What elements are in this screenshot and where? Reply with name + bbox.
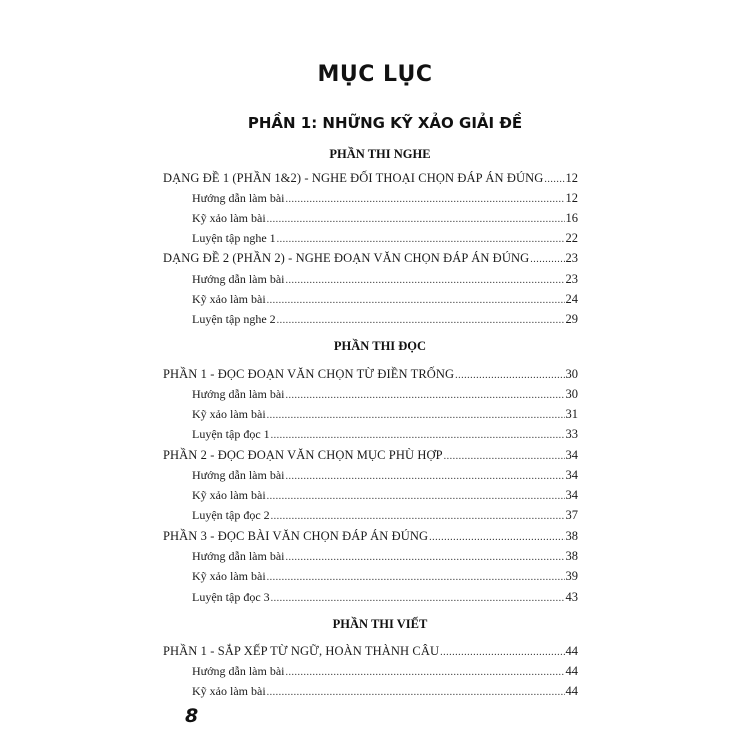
- toc-entry-label: Kỹ xảo làm bài: [192, 569, 266, 583]
- dot-leader: [267, 212, 565, 228]
- toc-entry-label: Kỹ xảo làm bài: [192, 488, 266, 502]
- toc-entry-label: Hướng dẫn làm bài: [192, 549, 285, 563]
- toc-entry-label: Luyện tập đọc 2: [192, 508, 270, 522]
- toc-entry-page: 23: [565, 251, 578, 265]
- dot-leader: [267, 570, 565, 586]
- toc-entry-page: 12: [565, 191, 578, 205]
- toc-entry-page: 44: [565, 684, 578, 698]
- dot-leader: [271, 591, 565, 607]
- toc-entry-page: 30: [565, 387, 578, 401]
- toc-entry-label: Hướng dẫn làm bài: [192, 468, 285, 482]
- dot-leader: [267, 685, 565, 701]
- toc-entry-label: PHẦN 1 - ĐỌC ĐOẠN VĂN CHỌN TỪ ĐIỀN TRỐNG: [163, 367, 455, 381]
- toc-entry[interactable]: [192, 210, 578, 228]
- toc-entry-page: 34: [565, 448, 578, 462]
- toc-entry[interactable]: [163, 528, 578, 546]
- section-heading-reading: PHẦN THI ĐỌC: [333, 339, 427, 353]
- dot-leader: [444, 449, 565, 465]
- dot-leader: [286, 665, 565, 681]
- dot-leader: [286, 273, 565, 289]
- toc-entry-page: 34: [565, 488, 578, 502]
- toc-entry[interactable]: [192, 663, 578, 681]
- page-title: MỤC LỤC: [317, 62, 433, 87]
- toc-entry[interactable]: [192, 190, 578, 208]
- toc-entry-label: DẠNG ĐỀ 1 (PHẦN 1&2) - NGHE ĐỐI THOẠI CHỌN ĐÁP ÁN ĐÚNG: [163, 171, 544, 185]
- toc-entry-label: Luyện tập nghe 2: [192, 312, 276, 326]
- dot-leader: [544, 172, 564, 188]
- toc-entry-label: Kỹ xảo làm bài: [192, 292, 266, 306]
- toc-entry-page: 38: [565, 549, 578, 563]
- toc-entry-page: 22: [565, 231, 578, 245]
- toc-entry[interactable]: [192, 548, 578, 566]
- toc-entry[interactable]: [192, 507, 578, 525]
- toc-entry[interactable]: [192, 683, 578, 701]
- toc-entry[interactable]: [192, 568, 578, 586]
- dot-leader: [286, 469, 565, 485]
- toc-entry-label: PHẦN 2 - ĐỌC ĐOẠN VĂN CHỌN MỤC PHÙ HỢP: [163, 448, 443, 462]
- toc-entry-page: 16: [565, 211, 578, 225]
- toc-entry[interactable]: [192, 291, 578, 309]
- toc-entry[interactable]: [192, 467, 578, 485]
- page-number: 8: [185, 705, 199, 727]
- toc-entry-label: Hướng dẫn làm bài: [192, 664, 285, 678]
- toc-entry-label: Luyện tập nghe 1: [192, 231, 276, 245]
- toc-entry[interactable]: [163, 447, 578, 465]
- toc-entry-label: Hướng dẫn làm bài: [192, 191, 285, 205]
- toc-entry-page: 30: [565, 367, 578, 381]
- toc-entry-label: Kỹ xảo làm bài: [192, 684, 266, 698]
- toc-entry-page: 39: [565, 569, 578, 583]
- toc-entry-page: 38: [565, 529, 578, 543]
- dot-leader: [286, 388, 565, 404]
- toc-entry[interactable]: [192, 426, 578, 444]
- toc-entry[interactable]: [163, 643, 578, 661]
- toc-entry[interactable]: [163, 250, 578, 268]
- dot-leader: [277, 232, 565, 248]
- toc-entry-page: 37: [565, 508, 578, 522]
- toc-entry[interactable]: [192, 589, 578, 607]
- dot-leader: [277, 313, 565, 329]
- toc-entry-label: Luyện tập đọc 3: [192, 590, 270, 604]
- toc-entry-label: DẠNG ĐỀ 2 (PHẦN 2) - NGHE ĐOẠN VĂN CHỌN ĐÁP ÁN ĐÚNG: [163, 251, 530, 265]
- toc-entry-label: PHẦN 3 - ĐỌC BÀI VĂN CHỌN ĐÁP ÁN ĐÚNG: [163, 529, 429, 543]
- dot-leader: [429, 530, 564, 546]
- dot-leader: [455, 368, 564, 384]
- dot-leader: [271, 509, 565, 525]
- toc-entry-label: PHẦN 1 - SẮP XẾP TỪ NGỮ, HOÀN THÀNH CÂU: [163, 644, 440, 658]
- toc-entry[interactable]: [192, 271, 578, 289]
- dot-leader: [271, 428, 565, 444]
- section-heading-writing: PHẦN THI VIẾT: [332, 617, 428, 631]
- toc-entry-page: 31: [565, 407, 578, 421]
- toc-entry-label: Kỹ xảo làm bài: [192, 211, 266, 225]
- toc-entry-label: Kỹ xảo làm bài: [192, 407, 266, 421]
- dot-leader: [267, 293, 565, 309]
- toc-entry-label: Luyện tập đọc 1: [192, 427, 270, 441]
- dot-leader: [267, 489, 565, 505]
- toc-entry-page: 44: [565, 664, 578, 678]
- toc-entry[interactable]: [192, 311, 578, 329]
- toc-entry-page: 44: [565, 644, 578, 658]
- section-heading-listening: PHẦN THI NGHE: [329, 147, 431, 161]
- toc-entry-page: 34: [565, 468, 578, 482]
- toc-entry-page: 43: [565, 590, 578, 604]
- toc-entry[interactable]: [163, 366, 578, 384]
- dot-leader: [267, 408, 565, 424]
- dot-leader: [530, 252, 564, 268]
- toc-entry[interactable]: [192, 487, 578, 505]
- toc-entry[interactable]: [192, 230, 578, 248]
- toc-entry-page: 29: [565, 312, 578, 326]
- toc-entry[interactable]: [192, 406, 578, 424]
- dot-leader: [440, 645, 564, 661]
- toc-entry[interactable]: [163, 170, 578, 188]
- toc-entry-page: 24: [565, 292, 578, 306]
- toc-entry-page: 12: [565, 171, 578, 185]
- toc-entry-label: Hướng dẫn làm bài: [192, 272, 285, 286]
- toc-entry-page: 23: [565, 272, 578, 286]
- part-title: PHẦN 1: NHỮNG KỸ XẢO GIẢI ĐỀ: [247, 114, 523, 132]
- toc-entry[interactable]: [192, 386, 578, 404]
- dot-leader: [286, 192, 565, 208]
- toc-entry-label: Hướng dẫn làm bài: [192, 387, 285, 401]
- dot-leader: [286, 550, 565, 566]
- toc-entry-page: 33: [565, 427, 578, 441]
